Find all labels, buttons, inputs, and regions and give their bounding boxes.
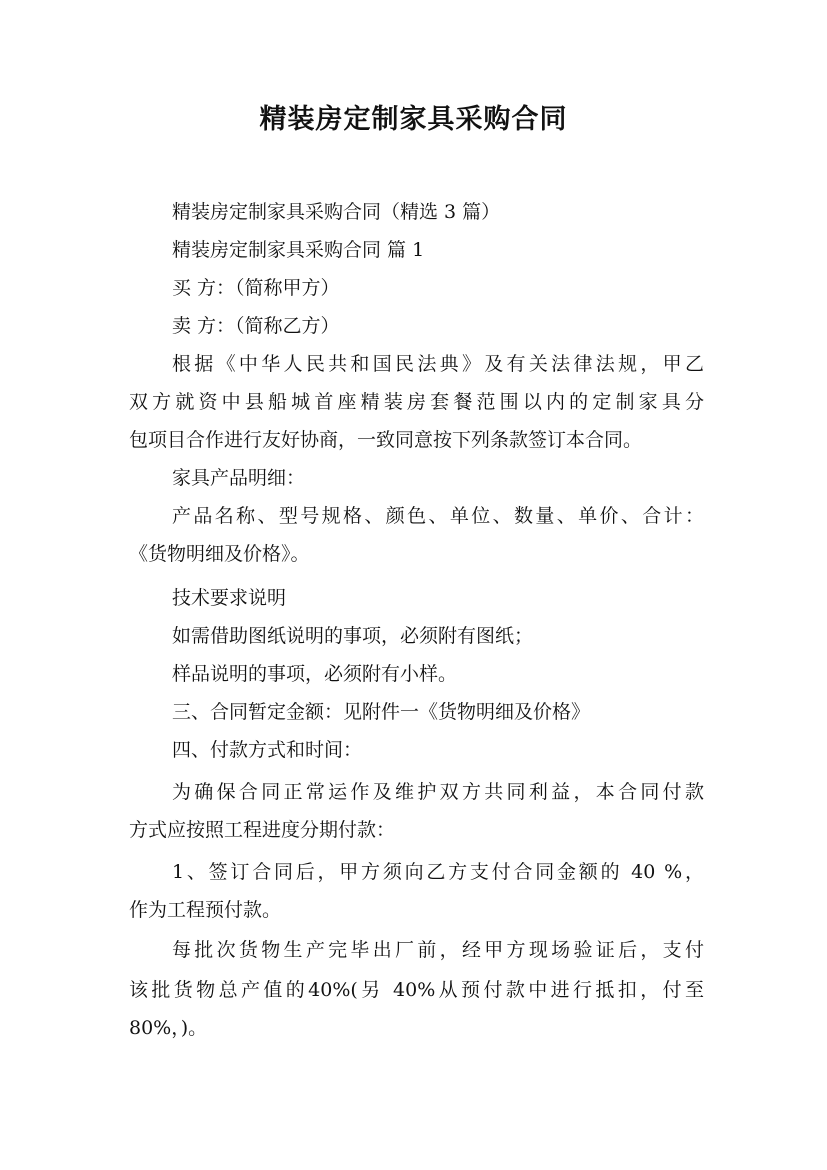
paragraph-line: 产品名称、型号规格、颜色、单位、数量、单价、合计：: [172, 505, 704, 527]
paragraph-line: 《货物明细及价格》。: [129, 543, 310, 565]
paragraph-line: 四、付款方式和时间：: [172, 739, 363, 761]
paragraph-line: 样品说明的事项，必须附有小样。: [172, 663, 458, 685]
paragraph-line: 作为工程预付款。: [129, 899, 282, 921]
paragraph-line: 包项目合作进行友好协商，一致同意按下列条款签订本合同。: [129, 429, 643, 451]
paragraph-line: 双方就资中县船城首座精装房套餐范围以内的定制家具分: [129, 391, 704, 413]
paragraph-line: 三、合同暂定金额：见附件一《货物明细及价格》: [172, 701, 591, 723]
paragraph-line: 该批货物总产值的40%(另 40%从预付款中进行抵扣，付至: [129, 979, 704, 1001]
paragraph-line: 80%，)。: [129, 1017, 208, 1039]
paragraph-line: 家具产品明细：: [172, 467, 306, 489]
paragraph-line: 根据《中华人民共和国民法典》及有关法律法规，甲乙: [172, 353, 704, 375]
paragraph-line: 如需借助图纸说明的事项，必须附有图纸；: [172, 625, 534, 647]
paragraph-line: 为确保合同正常运作及维护双方共同利益，本合同付款: [172, 781, 704, 803]
paragraph-line: 1、签订合同后，甲方须向乙方支付合同金额的 40 %，: [172, 861, 704, 883]
paragraph-line: 技术要求说明: [172, 587, 287, 609]
document-title: 精装房定制家具采购合同: [259, 104, 568, 135]
seller-line: 卖 方：（简称乙方）: [172, 315, 340, 337]
buyer-line: 买 方：（简称甲方）: [172, 277, 340, 299]
contract-subtitle: 精装房定制家具采购合同（精选 3 篇）: [172, 201, 501, 223]
paragraph-line: 方式应按照工程进度分期付款：: [129, 819, 396, 841]
section-heading: 精装房定制家具采购合同 篇 1: [172, 239, 425, 261]
paragraph-line: 每批次货物生产完毕出厂前，经甲方现场验证后，支付: [172, 939, 704, 961]
